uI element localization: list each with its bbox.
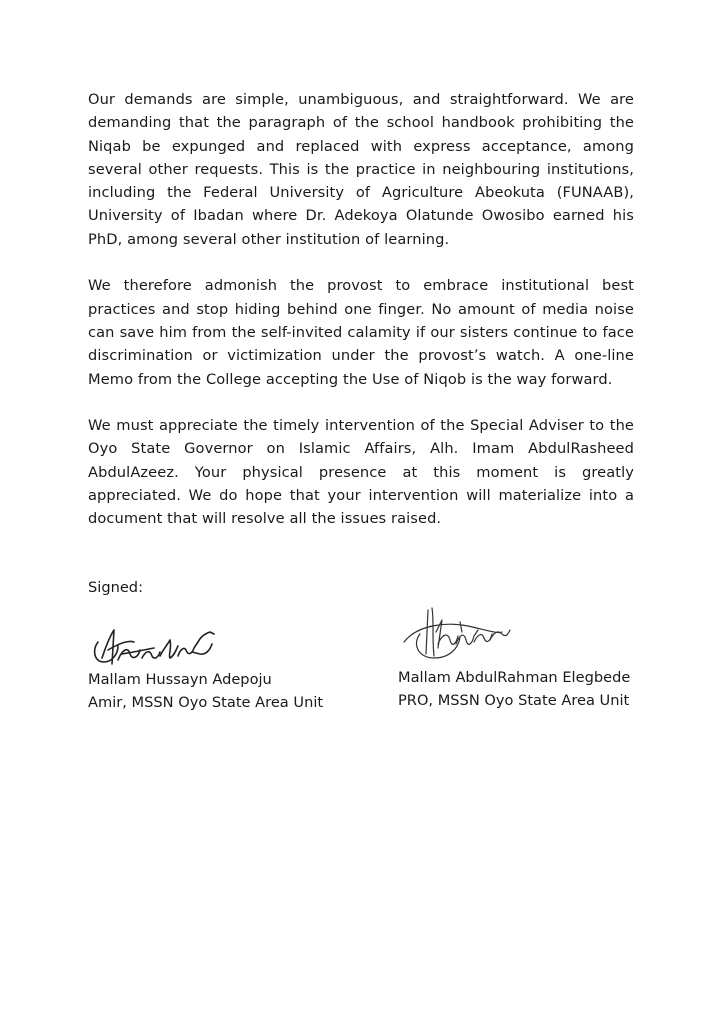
paragraph-appreciation: We must appreciate the timely intervention of the Special Adviser to the Oyo State Governor on Islamic Affairs, Alh. Imam AbdulRasheed AbdulAzeez. Your physical presence at this moment is greatly appreciated. We do hope that your intervention will materialize into a document that will resolve all the issues raised. — [88, 417, 634, 528]
signatory-left-name: Mallam Hussayn Adepoju — [88, 671, 272, 688]
letter-body — [88, 88, 634, 554]
signature-image — [398, 604, 538, 666]
signature-image — [88, 620, 228, 668]
signatory-right-name: Mallam AbdulRahman Elegbede — [398, 669, 631, 686]
signatory-left-title: Amir, MSSN Oyo State Area Unit — [88, 694, 324, 711]
signatory-right — [398, 604, 698, 712]
paragraph-admonish: We therefore admonish the provost to embrace institutional best practices and stop hiding behind one finger. No amount of media noise can save him from the self-invited calamity if our sisters continue to face discrimination or victimization under the provost’s watch. A one-line Memo from the College accepting the Use of Niqob is the way forward. — [88, 277, 634, 388]
signatory-left — [88, 620, 378, 714]
signed-label: Signed: — [88, 579, 143, 596]
signatory-right-title: PRO, MSSN Oyo State Area Unit — [398, 692, 630, 709]
paragraph-demands: Our demands are simple, unambiguous, and straightforward. We are demanding that the paragraph of the school handbook prohibiting the Niqab be expunged and replaced with express acceptance, among several other requests. This is the practice in neighbouring institutions, including the Federal University of Agriculture Abeokuta (FUNAAB), University of Ibadan where Dr. Adekoya Olatunde Owosibo earned his PhD, among several other institution of learning. — [88, 91, 634, 248]
